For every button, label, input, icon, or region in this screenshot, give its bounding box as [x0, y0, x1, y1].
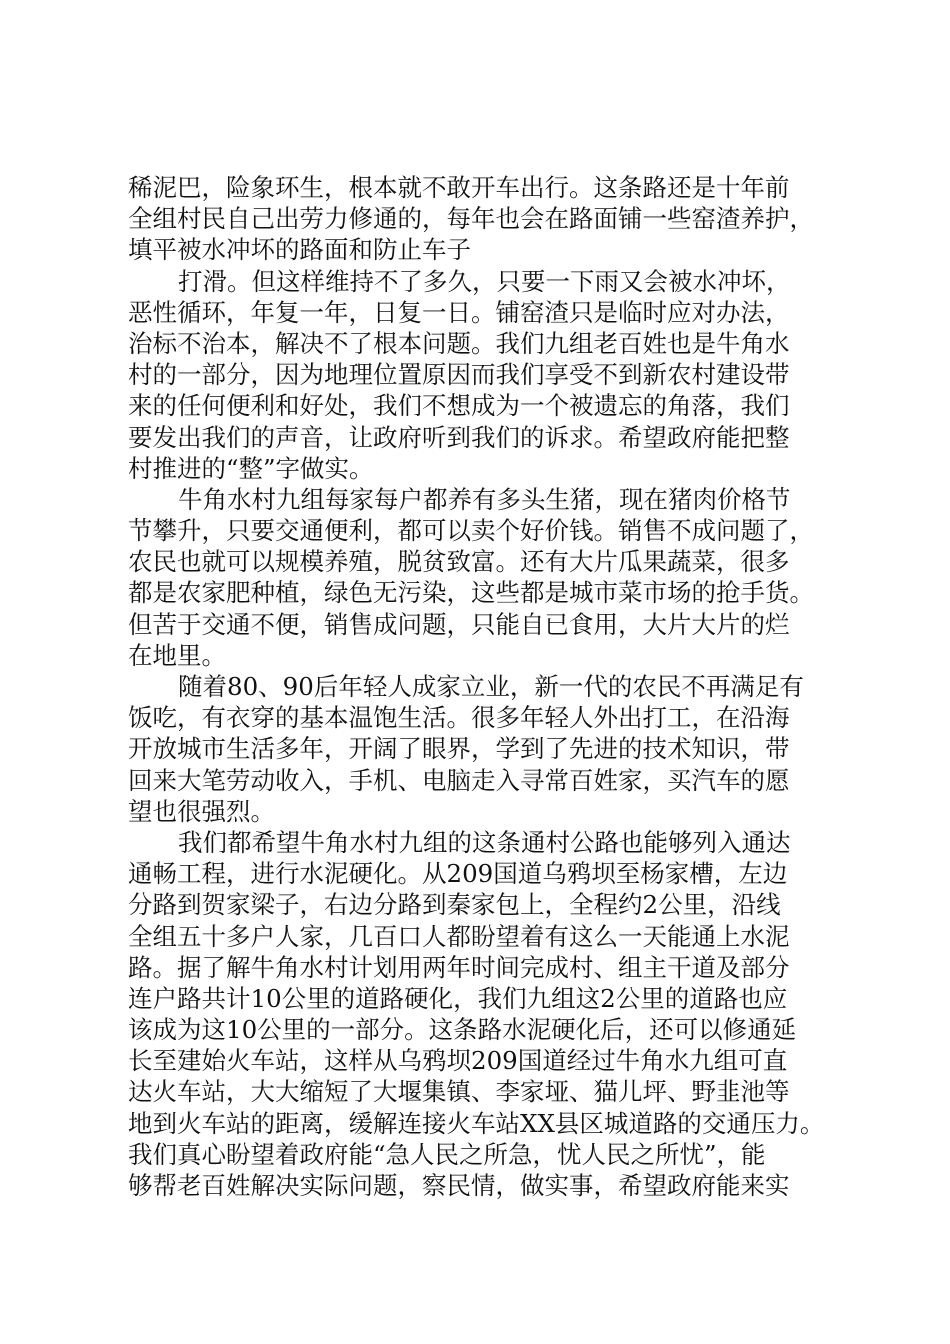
text-line: 地到火车站的距离，缓解连接火车站XX县区城道路的交通压力。	[128, 1108, 825, 1138]
text-line: 望也很强烈。	[128, 796, 275, 826]
text-line: 长至建始火车站，这样从乌鸦坝209国道经过牛角水九组可直	[128, 1046, 788, 1076]
text-line: 节攀升，只要交通便利，都可以卖个好价钱。销售不成问题了，	[128, 516, 814, 546]
text-line: 我们真心盼望着政府能“急人民之所急，忧人民之所忧”，能	[128, 1139, 766, 1169]
text-line: 治标不治本，解决不了根本问题。我们九组老百姓也是牛角水	[128, 328, 790, 358]
text-line: 农民也就可以规模养殖，脱贫致富。还有大片瓜果蔬菜，很多	[128, 547, 790, 577]
document-page	[128, 172, 838, 1201]
paragraph-1	[128, 172, 838, 266]
text-line: 打滑。但这样维持不了多久，只要一下雨又会被水冲坏，	[178, 266, 791, 296]
text-line: 该成为这10公里的一部分。这条路水泥硬化后，还可以修通延	[128, 1015, 797, 1045]
text-line: 村推进的“整”字做实。	[128, 453, 374, 483]
text-line: 路。据了解牛角水村计划用两年时间完成村、组主干道及部分	[128, 952, 790, 982]
text-line: 回来大笔劳动收入，手机、电脑走入寻常百姓家，买汽车的愿	[128, 765, 790, 795]
text-line: 随着80、90后年轻人成家立业，新一代的农民不再满足有	[178, 672, 804, 701]
text-line: 在地里。	[128, 640, 226, 670]
text-line: 村的一部分，因为地理位置原因而我们享受不到新农村建设带	[128, 360, 790, 390]
text-line: 通畅工程，进行水泥硬化。从209国道乌鸦坝至杨家槽，左边	[128, 859, 788, 889]
paragraph-3	[128, 484, 838, 671]
text-line: 全组五十多户人家，几百口人都盼望着有这么一天能通上水泥	[128, 921, 790, 951]
text-line: 饭吃，有衣穿的基本温饱生活。很多年轻人外出打工，在沿海	[128, 703, 790, 733]
text-line: 稀泥巴，险象环生，根本就不敢开车出行。这条路还是十年前	[128, 173, 790, 202]
text-line: 开放城市生活多年，开阔了眼界，学到了先进的技术知识，带	[128, 734, 790, 764]
text-line: 牛角水村九组每家每户都养有多头生猪，现在猪肉价格节	[178, 484, 791, 514]
text-line: 来的任何便利和好处，我们不想成为一个被遗忘的角落，我们	[128, 391, 790, 421]
text-line: 连户路共计10公里的道路硬化，我们九组这2公里的道路也应	[128, 983, 788, 1013]
text-line: 要发出我们的声音，让政府听到我们的诉求。希望政府能把整	[128, 422, 790, 452]
text-line: 填平被水冲坏的路面和防止车子	[128, 235, 471, 265]
paragraph-2	[128, 266, 838, 484]
paragraph-4	[128, 671, 838, 827]
text-line: 我们都希望牛角水村九组的这条通村公路也能够列入通达	[178, 827, 791, 857]
paragraph-5	[128, 827, 838, 1201]
text-line: 分路到贺家梁子，右边分路到秦家包上，全程约2公里，沿线	[128, 890, 781, 920]
text-line: 但苦于交通不便，销售成问题，只能自已食用，大片大片的烂	[128, 609, 790, 639]
text-line: 达火车站，大大缩短了大堰集镇、李家垭、猫儿坪、野韭池等	[128, 1077, 790, 1107]
text-line: 恶性循环，年复一年，日复一日。铺窑渣只是临时应对办法，	[128, 297, 790, 327]
text-line: 够帮老百姓解决实际问题，察民情，做实事，希望政府能来实	[128, 1171, 790, 1200]
text-line: 都是农家肥种植，绿色无污染，这些都是城市菜市场的抢手货。	[128, 578, 814, 608]
text-line: 全组村民自己出劳力修通的，每年也会在路面铺一些窑渣养护，	[128, 204, 814, 234]
